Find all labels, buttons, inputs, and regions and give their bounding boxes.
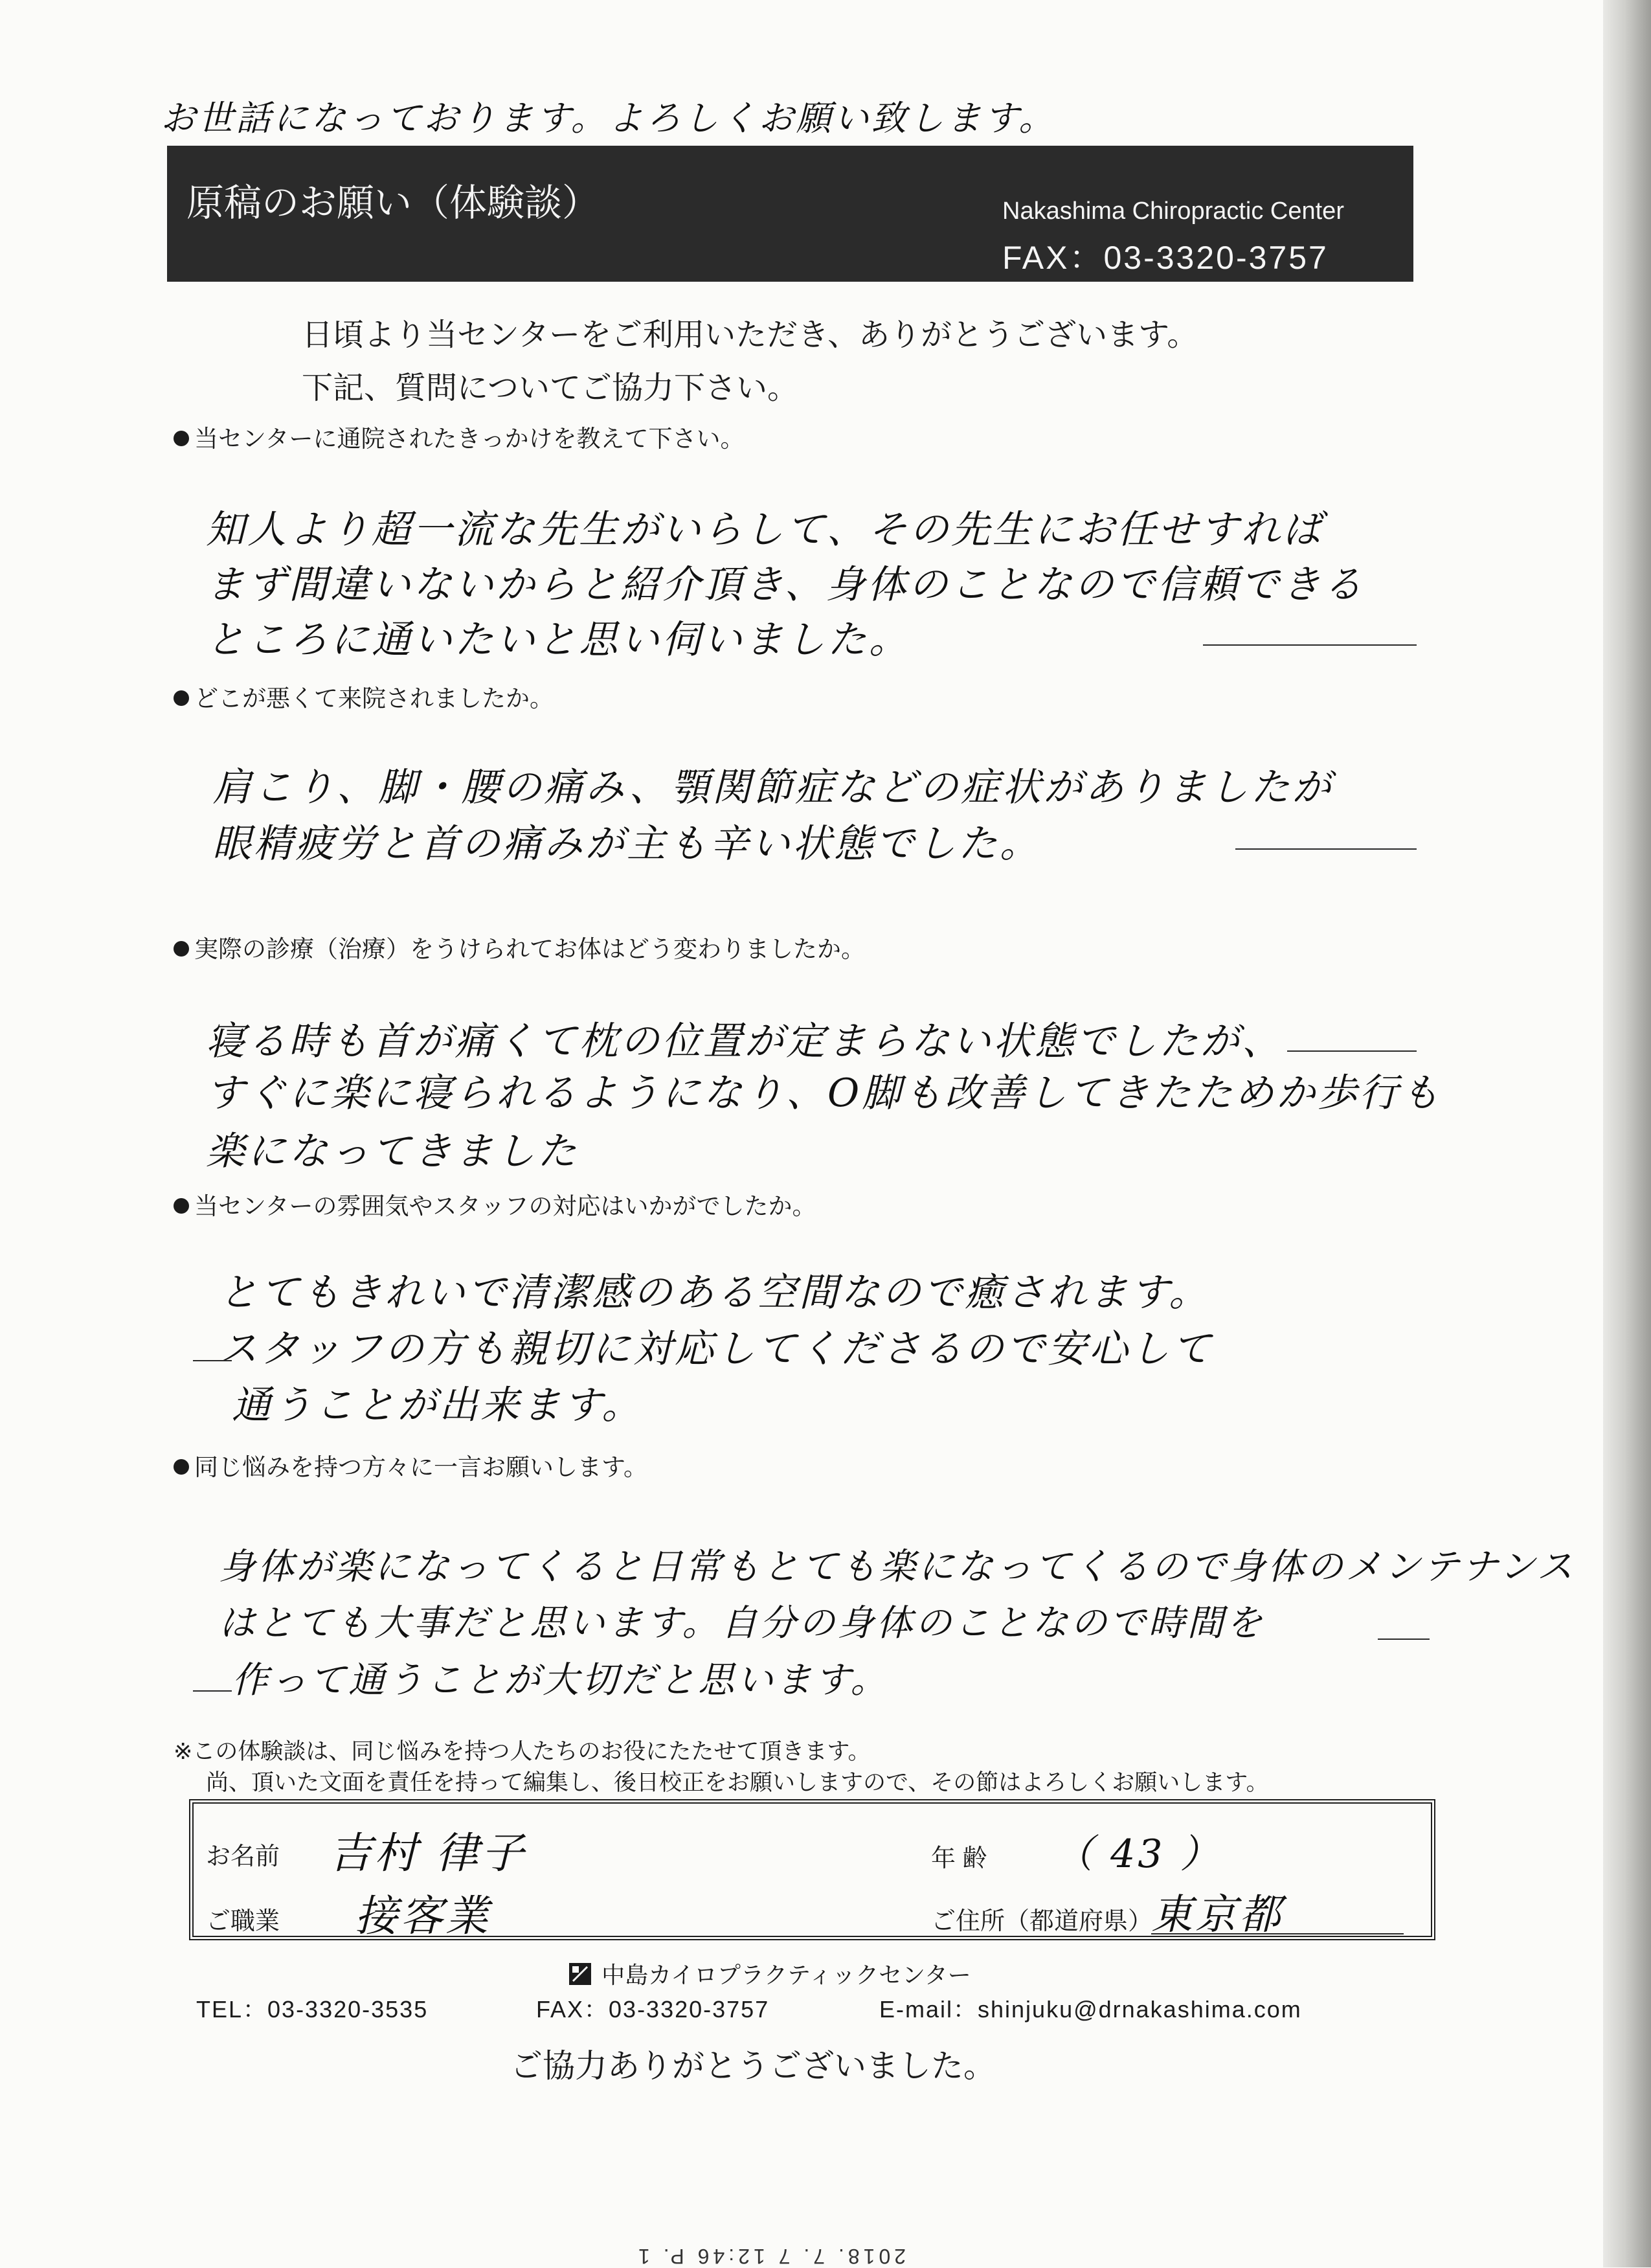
answer-5-line-3: 作って通うことが大切だと思います。 [232,1659,890,1701]
question-5 [174,1447,647,1482]
answer-rule [193,1360,232,1361]
footer-thanks: ご協力ありがとうございました。 [510,2048,996,2084]
footer-center [568,1957,971,1990]
question-2 [174,679,554,714]
center-logo-icon [568,1962,592,1986]
age-label: 年 齢 [931,1845,987,1872]
answer-2-line-1: 肩こり、脚・腰の痛み、顎関節症などの症状がありましたが [212,765,1334,810]
question-4 [174,1186,816,1221]
form-title: 原稿のお願い（体験談） [186,182,600,224]
question-3 [174,929,865,964]
header-center-name: Nakashima Chiropractic Center [1002,198,1344,225]
bullet-icon [174,431,189,446]
answer-rule [193,1690,232,1692]
question-4-text: 当センターの雰囲気やスタッフの対応はいかがでしたか。 [194,1193,816,1219]
answer-3-line-2: すぐに楽に寝られるようになり、O脚も改善してきたためか歩行も [206,1071,1443,1116]
scan-page-edge [1603,0,1651,2267]
fax-timestamp: 2018. 7. 7 12:46 P. 1 [635,2245,906,2268]
answer-1-line-1: 知人より超一流な先生がいらして、その先生にお任せすれば [206,507,1324,552]
handwritten-greeting: お世話になっております。よろしくお願い致します。 [161,98,1057,139]
intro-line-1: 日頃より当センターをご利用いただき、ありがとうございます。 [302,318,1198,352]
bullet-icon [174,1459,189,1475]
answer-4-line-1: とてもきれいで清潔感のある空間なので癒されます。 [219,1270,1211,1315]
bullet-icon [174,941,189,957]
footer-tel: TEL：03-3320-3535 [196,1996,429,2023]
answer-rule [1378,1639,1430,1640]
name-label: お名前 [206,1843,280,1870]
notice-line-1: ※この体験談は、同じ悩みを持つ人たちのお役にたたせて頂きます。 [174,1739,871,1764]
footer-center-name: 中島カイロプラクティックセンター [601,1962,971,1988]
answer-rule [1235,848,1417,850]
address-value: 東京都 [1151,1891,1283,1939]
footer-email[interactable]: E-mail：shinjuku@drnakashima.com [879,1996,1302,2023]
address-label: ご住所（都道府県） [931,1908,1153,1935]
occupation-label: ご職業 [206,1908,280,1935]
age-value: （ 43 ） [1054,1831,1222,1877]
address-underline [1151,1933,1404,1934]
notice-line-2: 尚、頂いた文面を責任を持って編集し、後日校正をお願いしますので、その節はよろしくお願いします。 [206,1770,1269,1795]
bullet-icon [174,1198,189,1214]
answer-4-line-2: スタッフの方も親切に対応してくださるので安心して [219,1326,1213,1372]
question-3-text: 実際の診療（治療）をうけられてお体はどう変わりましたか。 [194,936,865,962]
bullet-icon [174,690,189,706]
question-1-text: 当センターに通院されたきっかけを教えて下さい。 [194,425,745,452]
answer-1-line-2: まず間違いないからと紹介頂き、身体のことなので信頼できる [206,562,1365,607]
footer-fax: FAX：03-3320-3757 [536,1996,770,2023]
intro-line-2: 下記、質問についてご協力下さい。 [302,371,799,405]
question-5-text: 同じ悩みを持つ方々に一言お願いします。 [194,1454,648,1480]
name-value: 吉村 律子 [329,1828,526,1878]
answer-3-line-3: 楽になってきました [206,1129,579,1174]
answer-2-line-2: 眼精疲労と首の痛みが主も辛い状態でした。 [212,821,1041,867]
answer-5-line-2: はとても大事だと思います。自分の身体のことなので時間を [219,1602,1265,1644]
answer-5-line-1: 身体が楽になってくると日常もとても楽になってくるので身体のメンテナンス [219,1546,1576,1588]
question-1 [174,419,745,454]
answer-1-line-3: ところに通いたいと思い伺いました。 [206,617,910,663]
header-fax: FAX：03-3320-3757 [1002,240,1329,276]
answer-3-line-1: 寝る時も首が痛くて枕の位置が定まらない状態でしたが、 [206,1019,1283,1064]
answer-rule [1287,1050,1417,1052]
occupation-value: 接客業 [355,1891,491,1941]
question-2-text: どこが悪くて来院されましたか。 [194,685,554,712]
answer-rule [1203,644,1417,646]
answer-4-line-3: 通うことが出来ます。 [232,1383,644,1428]
